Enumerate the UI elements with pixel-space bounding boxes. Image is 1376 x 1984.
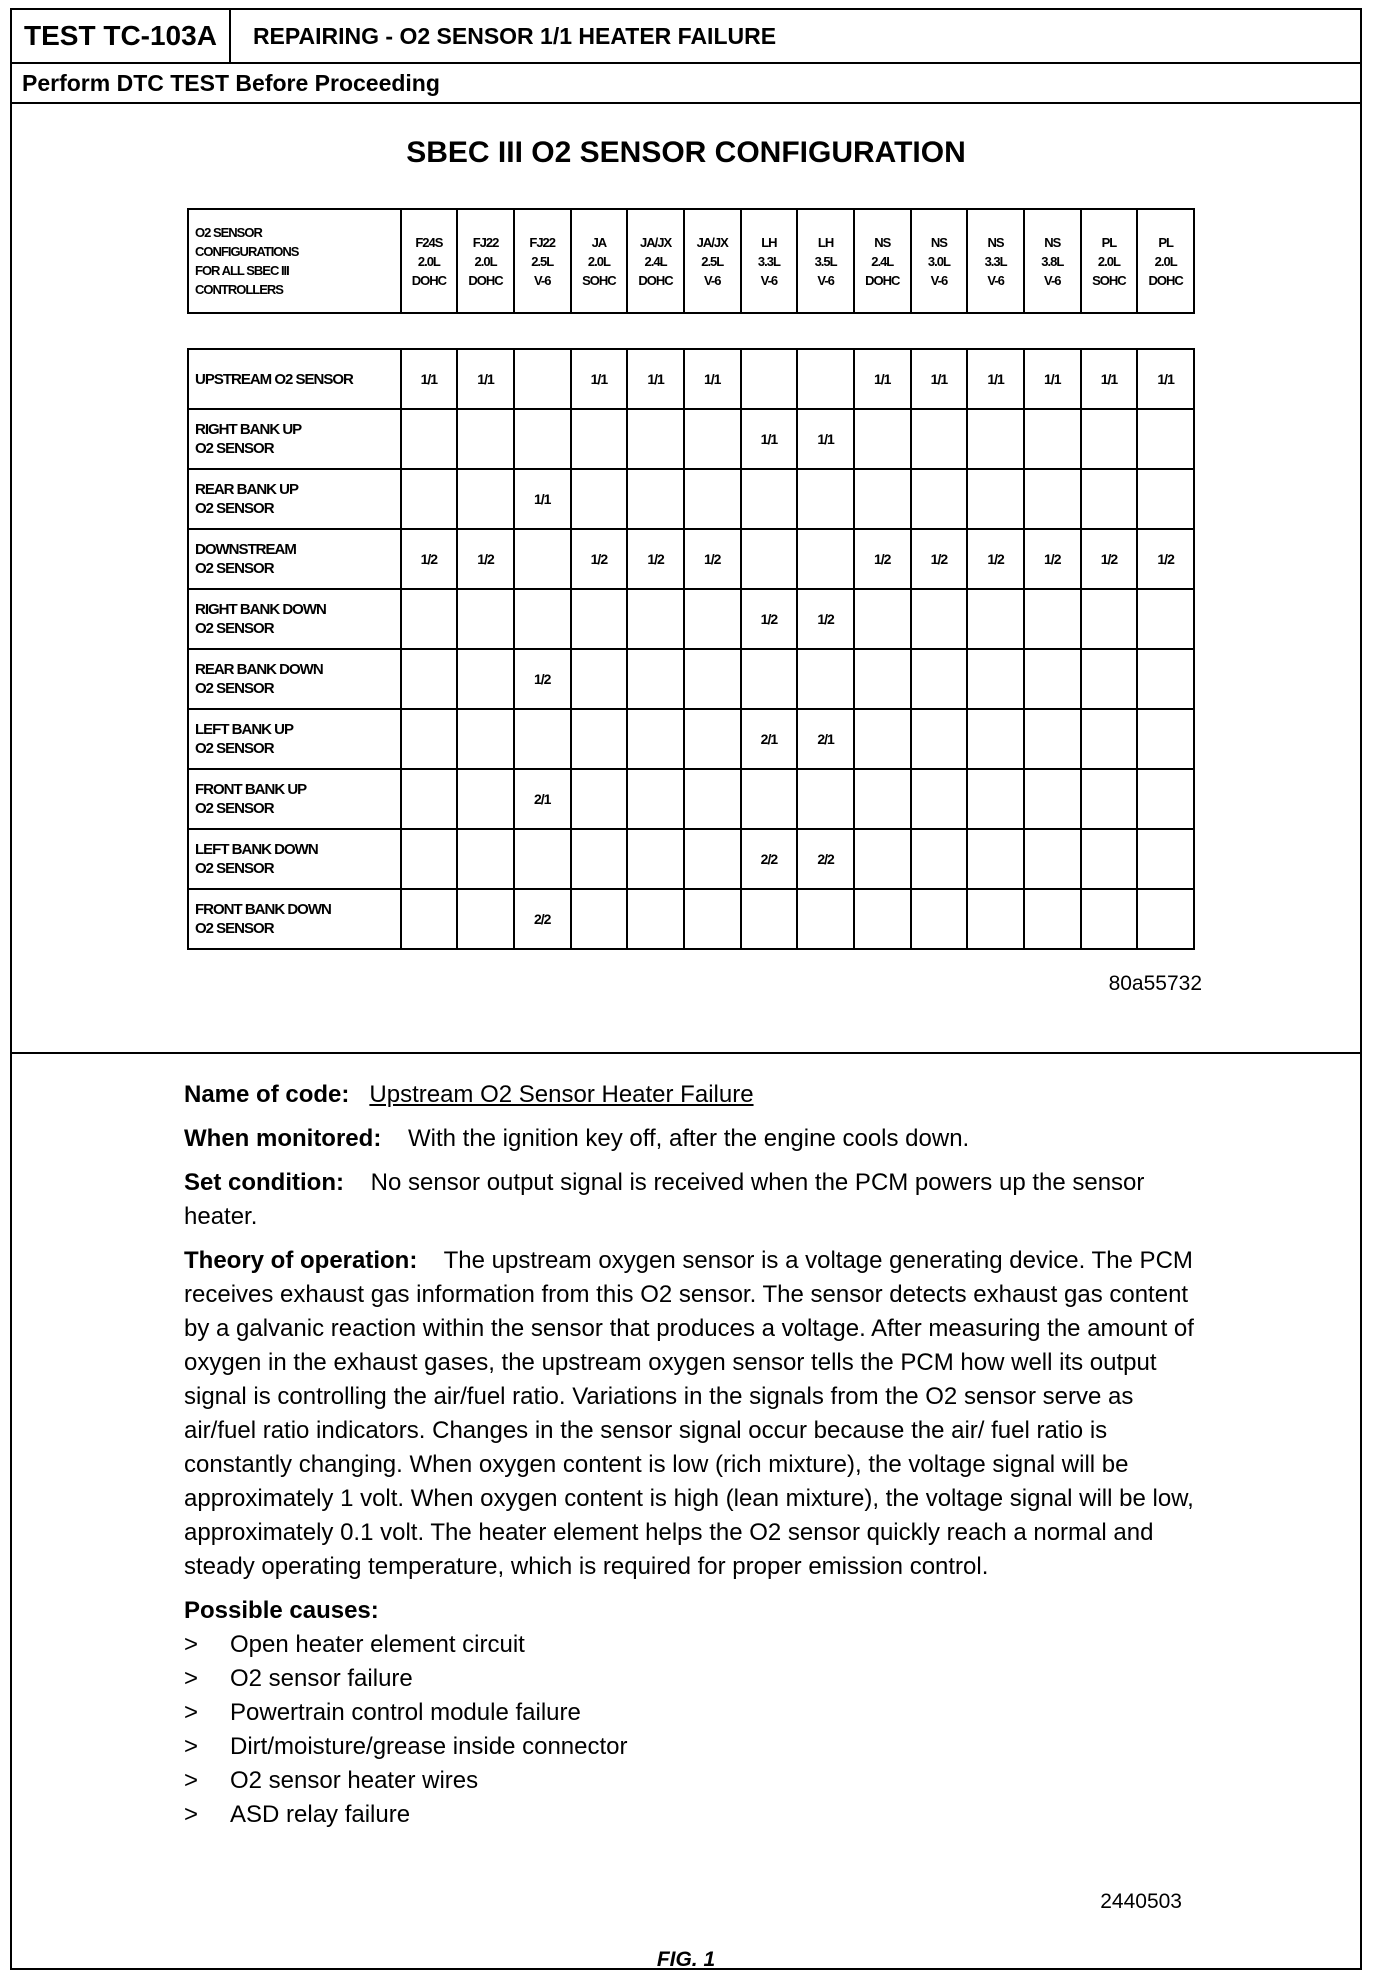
row-label-line: O2 SENSOR <box>195 560 274 577</box>
column-header <box>1024 209 1081 313</box>
row-label-line: O2 SENSOR <box>195 620 274 637</box>
table-row <box>188 409 1194 469</box>
table-cell: 1/2 <box>911 529 968 589</box>
row-label-line: UPSTREAM O2 SENSOR <box>195 370 353 388</box>
table-cell: 1/1 <box>684 349 741 409</box>
table-cell <box>797 469 854 529</box>
table-cell <box>967 649 1024 709</box>
column-header-line: JA <box>591 234 607 250</box>
when-monitored-label: When monitored: <box>184 1125 382 1152</box>
cause-text: ASD relay failure <box>230 1801 411 1828</box>
table-cell <box>684 709 741 769</box>
table-cell: 1/2 <box>741 589 798 649</box>
row-label <box>188 649 401 709</box>
table-cell: 1/1 <box>1137 349 1194 409</box>
column-header-line: SOHC <box>582 272 616 288</box>
table-cell <box>684 649 741 709</box>
table-cell <box>627 829 684 889</box>
table-cell <box>514 349 571 409</box>
test-subtitle: Perform DTC TEST Before Proceeding <box>12 64 1360 104</box>
table-cell <box>741 529 798 589</box>
column-header-line: DOHC <box>638 272 673 288</box>
column-header-line: 2.4L <box>644 253 667 269</box>
table-cell <box>401 889 458 949</box>
table-cell <box>684 829 741 889</box>
column-header <box>627 209 684 313</box>
table-cell <box>401 649 458 709</box>
row-label-line: RIGHT BANK DOWN <box>195 601 326 618</box>
row-label-line: DOWNSTREAM <box>195 541 296 558</box>
table-row <box>188 349 1194 409</box>
column-header-line: 2.0L <box>474 253 497 269</box>
table-cell: 2/2 <box>797 829 854 889</box>
column-header <box>684 209 741 313</box>
table-cell <box>911 589 968 649</box>
corner-label-line: CONTROLLERS <box>195 282 283 297</box>
column-header-line: 3.8L <box>1041 253 1064 269</box>
configuration-header-table <box>187 208 1195 314</box>
column-header-line: NS <box>1044 234 1061 250</box>
table-cell: 1/2 <box>401 529 458 589</box>
table-cell <box>1024 709 1081 769</box>
column-header-line: LH <box>761 234 777 250</box>
table-cell <box>967 469 1024 529</box>
table-row <box>188 769 1194 829</box>
test-title: REPAIRING - O2 SENSOR 1/1 HEATER FAILURE <box>252 22 777 49</box>
table-cell: 2/2 <box>514 889 571 949</box>
list-item <box>184 1764 1204 1798</box>
table-cell <box>741 769 798 829</box>
column-header-line: 2.5L <box>701 253 724 269</box>
column-header-line: DOHC <box>468 272 503 288</box>
table-cell: 1/1 <box>457 349 514 409</box>
possible-causes-list <box>184 1628 1204 1832</box>
column-header-line: SOHC <box>1092 272 1126 288</box>
row-label-line: RIGHT BANK UP <box>195 421 302 438</box>
row-label <box>188 349 401 409</box>
table-cell <box>1024 649 1081 709</box>
table-cell <box>1024 469 1081 529</box>
list-item <box>184 1662 1204 1696</box>
table-cell <box>1081 469 1138 529</box>
column-header <box>967 209 1024 313</box>
row-label-line: LEFT BANK DOWN <box>195 841 318 858</box>
table-cell: 1/1 <box>514 469 571 529</box>
column-header <box>911 209 968 313</box>
bullet-marker: > <box>184 1733 199 1760</box>
table-cell <box>797 889 854 949</box>
table-row <box>188 529 1194 589</box>
cause-text: O2 sensor failure <box>230 1665 413 1692</box>
column-header <box>1081 209 1138 313</box>
table-cell <box>684 409 741 469</box>
table-cell <box>401 409 458 469</box>
table-cell <box>571 409 628 469</box>
column-header-line: V-6 <box>533 272 551 288</box>
table-cell <box>854 769 911 829</box>
table-cell: 1/1 <box>741 409 798 469</box>
table-cell: 1/1 <box>401 349 458 409</box>
table-cell <box>571 769 628 829</box>
table-cell <box>854 649 911 709</box>
table-cell <box>684 889 741 949</box>
table-cell: 1/2 <box>684 529 741 589</box>
table-cell <box>571 589 628 649</box>
column-header-line: LH <box>817 234 834 250</box>
table-cell <box>854 589 911 649</box>
table-cell <box>627 769 684 829</box>
table-cell <box>854 829 911 889</box>
table-cell <box>911 889 968 949</box>
possible-causes-label: Possible causes: <box>184 1597 379 1624</box>
row-label <box>188 769 401 829</box>
column-header-line: PL <box>1101 234 1117 250</box>
table-cell <box>741 649 798 709</box>
row-label <box>188 829 401 889</box>
table-cell <box>1081 769 1138 829</box>
column-header-line: 2.0L <box>1097 253 1120 269</box>
cause-text: Powertrain control module failure <box>230 1699 581 1726</box>
table-cell <box>911 409 968 469</box>
column-header-line: 3.0L <box>927 253 950 269</box>
table-cell <box>967 409 1024 469</box>
table-cell <box>457 829 514 889</box>
figure-id: 80a55732 <box>1108 972 1202 995</box>
row-label-line: O2 SENSOR <box>195 680 274 697</box>
column-header-line: V-6 <box>1044 272 1061 288</box>
table-cell <box>967 829 1024 889</box>
table-cell <box>1081 409 1138 469</box>
table-cell <box>911 649 968 709</box>
table-cell <box>571 889 628 949</box>
when-monitored <box>184 1122 1204 1156</box>
table-cell <box>911 709 968 769</box>
bullet-marker: > <box>184 1665 199 1692</box>
bullet-marker: > <box>184 1801 199 1828</box>
column-header-line: 2.4L <box>871 253 894 269</box>
list-item <box>184 1798 1204 1832</box>
table-cell: 1/1 <box>571 349 628 409</box>
table-cell: 1/1 <box>797 409 854 469</box>
row-label-line: LEFT BANK UP <box>195 721 293 738</box>
table-cell <box>627 409 684 469</box>
table-cell <box>1081 589 1138 649</box>
table-cell <box>514 709 571 769</box>
column-header <box>741 209 798 313</box>
table-cell: 1/2 <box>1024 529 1081 589</box>
set-condition <box>184 1166 1204 1234</box>
list-item <box>184 1696 1204 1730</box>
table-cell <box>797 769 854 829</box>
column-header-line: JA/JX <box>639 234 672 250</box>
configuration-figure <box>12 104 1360 1054</box>
theory-label: Theory of operation: <box>184 1247 418 1274</box>
column-header-line: V-6 <box>703 272 721 288</box>
table-cell <box>514 589 571 649</box>
table-cell <box>797 649 854 709</box>
table-cell <box>1081 889 1138 949</box>
table-cell <box>457 409 514 469</box>
table-cell <box>1137 769 1194 829</box>
table-cell <box>627 709 684 769</box>
column-header-line: DOHC <box>1148 272 1183 288</box>
bullet-marker: > <box>184 1767 199 1794</box>
row-label <box>188 589 401 649</box>
table-cell <box>797 529 854 589</box>
name-of-code <box>184 1078 1204 1112</box>
column-header-line: 2.0L <box>1154 253 1177 269</box>
table-row <box>188 469 1194 529</box>
table-cell <box>1081 829 1138 889</box>
table-cell <box>1137 829 1194 889</box>
table-row <box>188 829 1194 889</box>
table-cell <box>457 769 514 829</box>
theory-of-operation <box>184 1244 1204 1584</box>
row-label-line: REAR BANK UP <box>195 481 299 498</box>
table-cell <box>967 889 1024 949</box>
table-cell <box>571 829 628 889</box>
column-header-line: NS <box>930 234 947 250</box>
row-label-line: O2 SENSOR <box>195 500 274 517</box>
table-cell: 2/2 <box>741 829 798 889</box>
table-cell <box>967 589 1024 649</box>
table-cell <box>401 469 458 529</box>
cause-text: O2 sensor heater wires <box>230 1767 479 1794</box>
table-cell <box>1024 829 1081 889</box>
reference-id: 2440503 <box>1100 1890 1182 1913</box>
table-cell <box>741 889 798 949</box>
table-cell <box>854 709 911 769</box>
corner-label-line: O2 SENSOR <box>195 225 262 240</box>
column-header-line: 3.3L <box>984 253 1007 269</box>
table-cell <box>967 769 1024 829</box>
table-cell <box>571 469 628 529</box>
table-cell: 1/2 <box>967 529 1024 589</box>
row-label-line: O2 SENSOR <box>195 860 274 877</box>
table-cell <box>401 709 458 769</box>
table-cell <box>1024 409 1081 469</box>
column-header-line: DOHC <box>411 272 446 288</box>
table-cell <box>1081 709 1138 769</box>
row-label-line: O2 SENSOR <box>195 920 274 937</box>
row-label <box>188 889 401 949</box>
table-cell: 1/1 <box>1081 349 1138 409</box>
table-cell: 1/2 <box>797 589 854 649</box>
column-header-line: V-6 <box>817 272 834 288</box>
table-cell <box>1137 469 1194 529</box>
table-cell <box>401 589 458 649</box>
table-cell <box>401 769 458 829</box>
row-label <box>188 529 401 589</box>
table-cell <box>1137 649 1194 709</box>
column-header <box>797 209 854 313</box>
list-item <box>184 1628 1204 1662</box>
column-header <box>571 209 628 313</box>
table-cell <box>911 469 968 529</box>
name-of-code-value: Upstream O2 Sensor Heater Failure <box>369 1081 754 1108</box>
column-header-line: F24S <box>415 234 443 250</box>
table-cell <box>684 769 741 829</box>
table-cell: 2/1 <box>514 769 571 829</box>
column-header-line: 2.0L <box>417 253 440 269</box>
table-cell: 1/2 <box>854 529 911 589</box>
table-cell <box>741 349 798 409</box>
table-cell: 1/2 <box>1137 529 1194 589</box>
column-header-line: PL <box>1158 234 1173 250</box>
table-cell: 1/1 <box>1024 349 1081 409</box>
column-header-line: FJ22 <box>472 234 499 250</box>
row-label <box>188 409 401 469</box>
table-row <box>188 709 1194 769</box>
table-cell <box>627 649 684 709</box>
figure-label: FIG. 1 <box>656 1948 716 1971</box>
row-label-line: O2 SENSOR <box>195 440 274 457</box>
table-cell: 1/2 <box>627 529 684 589</box>
table-cell <box>1024 589 1081 649</box>
corner-label-line: FOR ALL SBEC III <box>195 263 289 278</box>
table-row <box>188 889 1194 949</box>
name-of-code-label: Name of code: <box>184 1081 350 1108</box>
table-cell <box>457 649 514 709</box>
table-cell <box>571 649 628 709</box>
table-cell <box>627 589 684 649</box>
column-header-line: 2.0L <box>587 253 610 269</box>
table-cell <box>684 589 741 649</box>
row-label <box>188 469 401 529</box>
table-cell: 1/1 <box>911 349 968 409</box>
column-header <box>854 209 911 313</box>
set-condition-label: Set condition: <box>184 1169 344 1196</box>
table-cell: 1/1 <box>967 349 1024 409</box>
column-header <box>401 209 458 313</box>
header-bar <box>12 10 1360 64</box>
when-monitored-value: With the ignition key off, after the engine cools down. <box>407 1125 970 1152</box>
table-cell <box>514 529 571 589</box>
cause-text: Open heater element circuit <box>230 1631 525 1658</box>
row-label-line: FRONT BANK UP <box>195 781 307 798</box>
cause-text: Dirt/moisture/grease inside connector <box>230 1733 628 1760</box>
table-cell <box>627 889 684 949</box>
table-cell <box>1081 649 1138 709</box>
row-label-line: O2 SENSOR <box>195 740 274 757</box>
table-cell <box>911 769 968 829</box>
column-header-line: V-6 <box>987 272 1004 288</box>
table-cell: 1/1 <box>854 349 911 409</box>
column-header-line: FJ22 <box>529 234 556 250</box>
column-header-row <box>188 209 1194 313</box>
table-row <box>188 589 1194 649</box>
table-cell <box>854 889 911 949</box>
table-cell <box>627 469 684 529</box>
table-cell <box>1137 709 1194 769</box>
document-page <box>10 8 1362 1970</box>
table-cell <box>457 469 514 529</box>
column-header-line: 3.3L <box>757 253 780 269</box>
table-cell <box>1024 769 1081 829</box>
column-header-line: NS <box>987 234 1004 250</box>
corner-label <box>188 209 401 313</box>
table-cell <box>401 829 458 889</box>
table-cell <box>1137 409 1194 469</box>
table-cell <box>911 829 968 889</box>
table-cell <box>457 589 514 649</box>
column-header-line: NS <box>874 234 891 250</box>
table-cell <box>741 469 798 529</box>
table-cell: 2/1 <box>797 709 854 769</box>
table-cell <box>854 409 911 469</box>
table-cell <box>1137 589 1194 649</box>
table-cell <box>967 709 1024 769</box>
column-header-line: DOHC <box>865 272 900 288</box>
list-item <box>184 1730 1204 1764</box>
test-id: TEST TC-103A <box>12 10 231 62</box>
table-cell: 1/2 <box>514 649 571 709</box>
table-cell: 1/2 <box>457 529 514 589</box>
column-header-line: JA/JX <box>696 234 728 250</box>
table-cell: 1/1 <box>627 349 684 409</box>
configuration-body-table <box>187 348 1195 950</box>
table-cell <box>571 709 628 769</box>
table-cell <box>457 889 514 949</box>
table-cell: 1/2 <box>571 529 628 589</box>
row-label-line: REAR BANK DOWN <box>195 661 323 678</box>
theory-value: The upstream oxygen sensor is a voltage generating device. The PCM receives exhaust gas information from this O2 sensor. The sensor detects exhaust gas content by a galvanic reaction within the sensor that produces a voltage. After measuring the amount of oxygen in the exhaust gases, the upstream oxygen sensor tells the PCM how well its output signal is controlling the air/fuel ratio. Variations in the signals from the O2 sensor serve as air/fuel ratio indicators. Changes in the sensor signal occur because the air/ fuel ratio is constantly changing. When oxygen content is low (rich mixture), the voltage signal will be approximately 1 volt. When oxygen content is high (lean mixture), the voltage signal will be low, approximately 0.1 volt. The heater element helps the O2 sensor quickly reach a normal and steady operating temperature, which is required for proper emission control. <box>184 1247 1194 1580</box>
column-header-line: V-6 <box>760 272 778 288</box>
row-label-line: O2 SENSOR <box>195 800 274 817</box>
table-row <box>188 649 1194 709</box>
table-cell: 2/1 <box>741 709 798 769</box>
code-information <box>184 1078 1204 1832</box>
set-condition-value: No sensor output signal is received when the PCM powers up the sensor heater. <box>184 1169 1145 1230</box>
table-cell <box>514 829 571 889</box>
table-cell <box>684 469 741 529</box>
table-cell <box>797 349 854 409</box>
column-header-line: V-6 <box>930 272 948 288</box>
bullet-marker: > <box>184 1631 199 1658</box>
table-cell <box>1137 889 1194 949</box>
bullet-marker: > <box>184 1699 199 1726</box>
table-cell <box>457 709 514 769</box>
table-cell: 1/2 <box>1081 529 1138 589</box>
row-label <box>188 709 401 769</box>
figure-title: SBEC III O2 SENSOR CONFIGURATION <box>406 136 966 169</box>
table-cell <box>1024 889 1081 949</box>
column-header-line: 3.5L <box>814 253 837 269</box>
column-header <box>457 209 514 313</box>
corner-label-line: CONFIGURATIONS <box>195 244 299 259</box>
table-cell <box>514 409 571 469</box>
column-header <box>514 209 571 313</box>
row-label-line: FRONT BANK DOWN <box>195 901 331 918</box>
column-header-line: 2.5L <box>531 253 554 269</box>
column-header <box>1137 209 1194 313</box>
table-cell <box>854 469 911 529</box>
